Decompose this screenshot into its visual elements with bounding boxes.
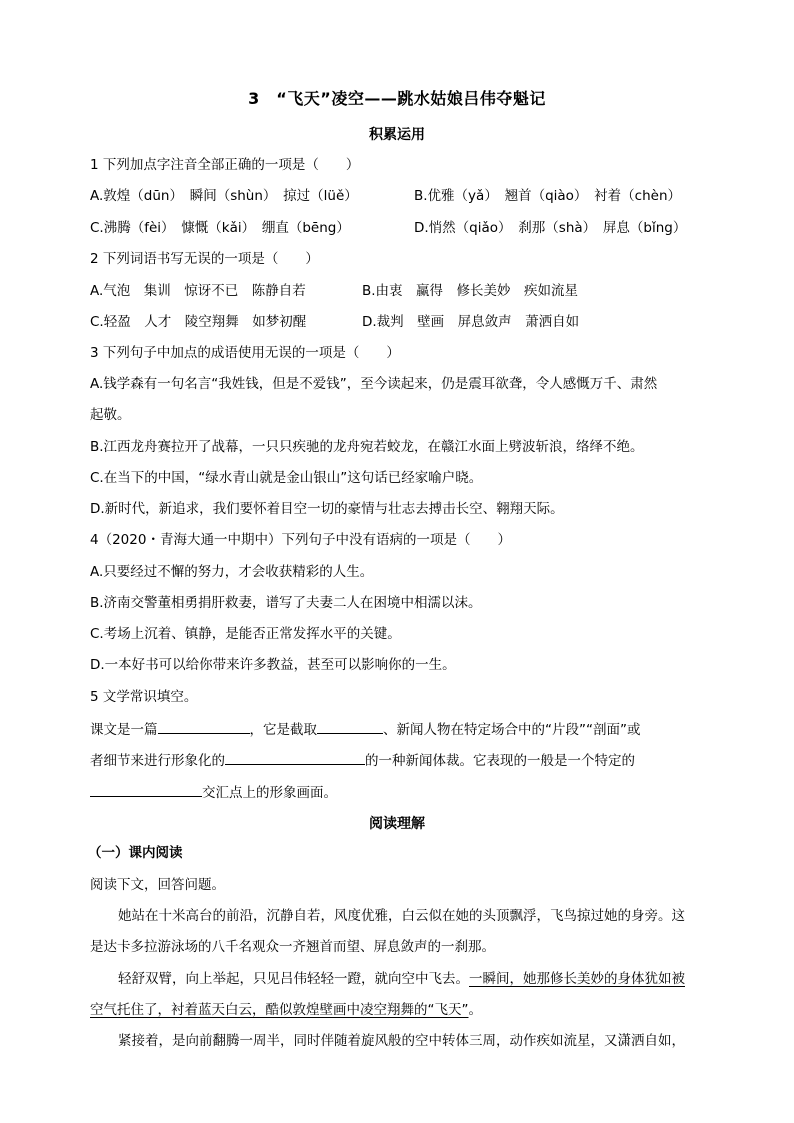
reading-subheading: （一）课内阅读 xyxy=(88,845,183,861)
question-1-option-a: A.敦煌（dūn） 瞬间（shùn） 掠过（lüě） xyxy=(90,188,358,204)
question-3-stem: 3 下列句子中加点的成语使用无误的一项是（ ） xyxy=(90,345,400,361)
question-3-option-b: B.江西龙舟赛拉开了战幕，一只只疾驰的龙舟宛若蛟龙，在赣江水面上劈波斩浪，络绎不绝。 xyxy=(90,439,644,455)
question-3-option-a-cont: 起敬。 xyxy=(90,407,131,423)
question-4-option-c: C.考场上沉着、镇静，是能否正常发挥水平的关键。 xyxy=(90,626,401,642)
question-5-stem: 5 文学常识填空。 xyxy=(90,689,198,705)
answer-blank-3[interactable] xyxy=(225,750,365,765)
question-5-line-2: 者细节来进行形象化的 的一种新闻体裁。它表现的一般是一个特定的 xyxy=(90,750,710,770)
question-4-option-b: B.济南交警董相勇捐肝救妻，谱写了夫妻二人在困境中相濡以沫。 xyxy=(90,595,482,611)
underlined-sentence: 一瞬间，她那修长美妙的身体犹如被 xyxy=(469,971,685,987)
question-4-option-a: A.只要经过不懈的努力，才会收获精彩的人生。 xyxy=(90,564,374,580)
question-4-option-d: D.一本好书可以给你带来许多教益，甚至可以影响你的一生。 xyxy=(90,657,456,673)
passage-paragraph-2-cont: 空气托住了，衬着蓝天白云，酷似敦煌壁画中凌空翔舞的“飞天”。 xyxy=(90,1002,482,1018)
question-5-line-3: 交汇点上的形象画面。 xyxy=(90,782,710,802)
question-1-option-c: C.沸腾（fèi） 慷慨（kǎi） 绷直（bēng） xyxy=(90,220,350,236)
question-4-stem: 4（2020・青海大通一中期中）下列句子中没有语病的一项是（ ） xyxy=(90,532,511,548)
question-1-option-b: B.优雅（yǎ） 翘首（qiào） 衬着（chèn） xyxy=(414,188,682,204)
question-2-option-b: B.由衷 赢得 修长美妙 疾如流星 xyxy=(362,283,579,299)
question-1-stem: 1 下列加点字注音全部正确的一项是（ ） xyxy=(90,157,360,173)
question-2-option-c: C.轻盈 人才 陵空翔舞 如梦初醒 xyxy=(90,314,307,330)
underlined-sentence-cont: 空气托住了，衬着蓝天白云，酷似敦煌壁画中凌空翔舞的“飞天” xyxy=(90,1002,469,1018)
question-1-option-d: D.悄然（qiǎo） 刹那（shà） 屏息（bǐng） xyxy=(414,220,687,236)
page-title: 3 “飞天”凌空——跳水姑娘吕伟夺魁记 xyxy=(248,89,546,108)
answer-blank-4[interactable] xyxy=(90,782,202,797)
answer-blank-1[interactable] xyxy=(158,719,250,734)
question-2-option-a: A.气泡 集训 惊讶不已 陈静自若 xyxy=(90,283,306,299)
question-2-stem: 2 下列词语书写无误的一项是（ ） xyxy=(90,251,319,267)
passage-paragraph-2: 轻舒双臂，向上举起，只见吕伟轻轻一蹬，就向空中飞去。一瞬间，她那修长美妙的身体犹如被 xyxy=(118,971,685,987)
passage-paragraph-3: 紧接着，是向前翻腾一周半，同时伴随着旋风般的空中转体三周，动作疾如流星，又潇洒自如， xyxy=(118,1033,685,1049)
question-3-option-c: C.在当下的中国，“绿水青山就是金山银山”这句话已经家喻户晓。 xyxy=(90,470,483,486)
question-3-option-a: A.钱学森有一句名言“我姓钱，但是不爱钱”，至今读起来，仍是震耳欲聋，令人感慨万千、肃然 xyxy=(90,376,658,392)
section-heading-reading: 阅读理解 xyxy=(369,816,425,832)
reading-instruction: 阅读下文，回答问题。 xyxy=(90,877,225,893)
passage-paragraph-1-cont: 是达卡多拉游泳场的八千名观众一齐翘首而望、屏息敛声的一刹那。 xyxy=(90,939,495,955)
section-heading-accumulation: 积累运用 xyxy=(369,127,425,143)
answer-blank-2[interactable] xyxy=(317,719,383,734)
passage-paragraph-1: 她站在十米高台的前沿，沉静自若，风度优雅，白云似在她的头顶飘浮，飞鸟掠过她的身旁。这 xyxy=(118,908,685,924)
question-2-option-d: D.裁判 壁画 屏息敛声 萧洒自如 xyxy=(362,314,580,330)
question-5-line-1: 课文是一篇 ，它是截取 、新闻人物在特定场合中的“片段”“剖面”或 xyxy=(90,719,710,739)
question-3-option-d: D.新时代，新追求，我们要怀着目空一切的豪情与壮志去搏击长空、翱翔天际。 xyxy=(90,501,564,517)
